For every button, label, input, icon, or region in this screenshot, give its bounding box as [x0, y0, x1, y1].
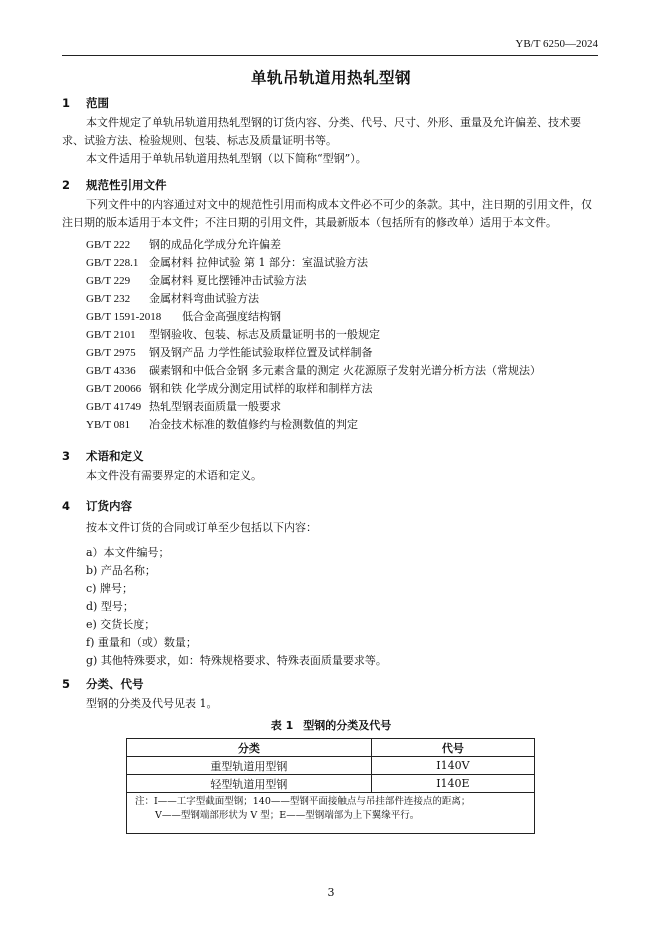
order-item: g) 其他特殊要求，如：特殊规格要求、特殊表面质量要求等。 [86, 654, 387, 667]
reference-item [86, 416, 358, 432]
reference-code: GB/T 232 [86, 293, 131, 305]
section-3-heading [62, 448, 144, 464]
section-4-heading [62, 498, 132, 514]
column-header-category: 分类 [127, 739, 372, 757]
classification-table [126, 738, 535, 834]
section-number: 1 [62, 96, 71, 110]
table-note-row [127, 793, 535, 834]
table-cell: I140V [371, 757, 534, 775]
reference-item [86, 344, 373, 360]
reference-code: GB/T 229 [86, 275, 131, 287]
table-row [127, 757, 535, 775]
column-header-code: 代号 [371, 739, 534, 757]
reference-item [86, 380, 373, 396]
reference-code: GB/T 1591-2018 [86, 311, 162, 323]
table-note [127, 793, 535, 834]
reference-code: GB/T 20066 [86, 383, 142, 395]
reference-title: 钢和铁 化学成分测定用试样的取样和制样方法 [149, 382, 373, 395]
section-title: 订货内容 [86, 499, 132, 513]
reference-title: 型钢验收、包装、标志及质量证明书的一般规定 [149, 328, 380, 341]
section-2-heading [62, 177, 167, 193]
reference-item [86, 326, 380, 342]
section-5-paragraph-1: 型钢的分类及代号见表 1。 [86, 697, 218, 710]
reference-item [86, 398, 281, 414]
standard-number: YB/T 6250—2024 [515, 38, 598, 50]
section-number: 3 [62, 449, 71, 463]
table-label: 表 1 [270, 719, 294, 732]
table-cell: 重型轨道用型钢 [127, 757, 372, 775]
reference-code: YB/T 081 [86, 419, 131, 431]
reference-item [86, 236, 281, 252]
reference-title: 冶金技术标准的数值修约与检测数值的判定 [149, 418, 358, 431]
section-title: 分类、代号 [86, 677, 144, 691]
section-5-heading [62, 676, 144, 692]
header-rule [62, 55, 598, 56]
order-item: d) 型号； [86, 600, 134, 613]
order-item: e) 交货长度； [86, 618, 156, 631]
reference-code: GB/T 41749 [86, 401, 142, 413]
table-row [127, 775, 535, 793]
reference-title: 钢的成品化学成分允许偏差 [149, 238, 281, 251]
section-title: 规范性引用文件 [86, 178, 167, 192]
reference-code: GB/T 2101 [86, 329, 136, 341]
reference-title: 碳素钢和中低合金钢 多元素含量的测定 火花源原子发射光谱分析方法（常规法） [149, 364, 541, 377]
reference-code: GB/T 222 [86, 239, 131, 251]
table-note-line: 注：I——工字型截面型钢；140——型钢平面接触点与吊挂部件连接点的距离； [135, 796, 471, 807]
section-number: 2 [62, 178, 71, 192]
order-item: f) 重量和（或）数量； [86, 636, 197, 649]
order-item: c) 牌号； [86, 582, 133, 595]
reference-title: 金属材料 拉伸试验 第 1 部分：室温试验方法 [149, 256, 368, 269]
reference-title: 金属材料弯曲试验方法 [149, 292, 259, 305]
reference-item [86, 272, 307, 288]
section-4-paragraph-1: 按本文件订货的合同或订单至少包括以下内容： [86, 521, 317, 534]
section-number: 4 [62, 499, 71, 513]
reference-title: 低合金高强度结构钢 [182, 310, 281, 323]
table-caption: 型钢的分类及代号 [303, 719, 392, 732]
reference-title: 金属材料 夏比摆锤冲击试验方法 [149, 274, 307, 287]
section-number: 5 [62, 677, 71, 691]
reference-code: GB/T 4336 [86, 365, 136, 377]
document-title: 单轨吊轨道用热轧型钢 [250, 69, 411, 87]
section-1-heading [62, 95, 109, 111]
section-title: 术语和定义 [86, 449, 144, 463]
section-3-paragraph-1: 本文件没有需要界定的术语和定义。 [86, 469, 262, 482]
reference-item [86, 308, 281, 324]
table-note-line: V——型钢端部形状为 V 型；E——型钢端部为上下翼缘平行。 [155, 810, 420, 821]
table-cell: 轻型轨道用型钢 [127, 775, 372, 793]
table-header-row [127, 739, 535, 757]
table-cell: I140E [371, 775, 534, 793]
reference-code: GB/T 2975 [86, 347, 136, 359]
reference-item [86, 362, 541, 378]
reference-item [86, 290, 259, 306]
table-title [0, 717, 662, 733]
order-item: a）本文件编号； [86, 546, 170, 559]
reference-title: 热轧型钢表面质量一般要求 [149, 400, 281, 413]
section-1-paragraph-1: 本文件规定了单轨吊轨道用热轧型钢的订货内容、分类、代号、尺寸、外形、重量及允许偏差、技术要求、试验方法、检验规则、包装、标志及质量证明书等。 [62, 116, 581, 147]
reference-code: GB/T 228.1 [86, 257, 139, 269]
page-number: 3 [327, 886, 335, 899]
reference-item [86, 254, 368, 270]
section-1-paragraph-2: 本文件适用于单轨吊轨道用热轧型钢（以下简称“型钢”）。 [86, 152, 367, 165]
reference-title: 钢及钢产品 力学性能试验取样位置及试样制备 [149, 346, 373, 359]
section-2-paragraph-1: 下列文件中的内容通过对文中的规范性引用而构成本文件必不可少的条款。其中，注日期的引用文件，仅注日期的版本适用于本文件；不注日期的引用文件，其最新版本（包括所有的修改单）适用于本文件。 [62, 198, 592, 229]
order-item: b) 产品名称； [86, 564, 156, 577]
section-title: 范围 [86, 96, 109, 110]
